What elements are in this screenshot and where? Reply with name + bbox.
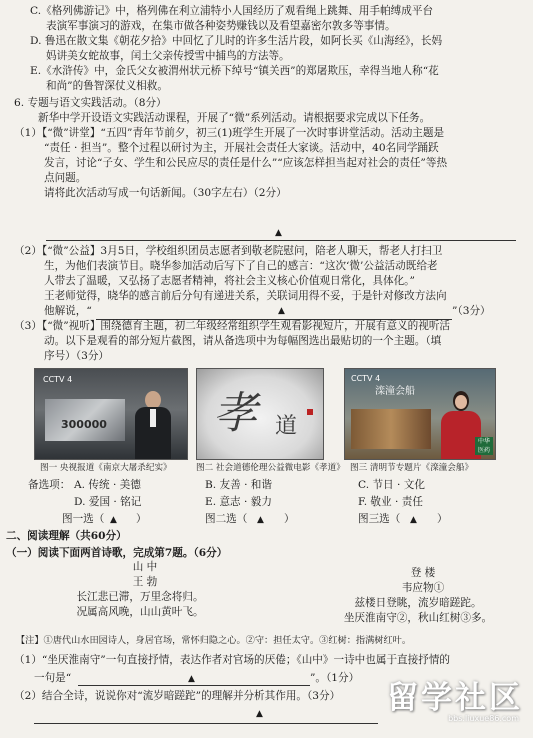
q6-part3 [14, 319, 521, 364]
figure-2-select-end: ） [284, 513, 295, 525]
calligraphy-char-xiao: 孝 [213, 388, 257, 439]
option-b: B. 友善 · 和谐 [205, 479, 272, 491]
poem-2-line-2: 坐厌淮南守②，秋山红树③多。 [343, 612, 493, 625]
answer-line-1[interactable] [46, 240, 516, 241]
answer-marker-1: ▲ [275, 228, 282, 238]
figure-2-select-label: 图二选（ [205, 513, 248, 525]
option-e: E. 意志 · 毅力 [205, 496, 272, 508]
site-watermark [373, 676, 523, 724]
answer-marker-3: ▲ [188, 674, 195, 684]
option-d: D. 爱国 · 铭记 [74, 496, 142, 508]
q5-option-d-line2: 妈讲美女蛇故事，闰土父亲传授雪中捕鸟的方法等。 [46, 50, 290, 63]
figure-3-select-blank[interactable]: ▲ [410, 515, 417, 525]
q6-part1-line4: 点问题。 [44, 172, 87, 185]
figure-2-calligraphy-still [196, 368, 324, 460]
option-c: C. 节日 · 文化 [358, 479, 425, 491]
q5-option-e-line2: 和尚”的鲁智深仗义相救。 [46, 80, 168, 93]
figure-3-select-label: 图三选（ [358, 513, 401, 525]
q6-part2-score: ”（3分） [452, 305, 491, 317]
q5-options [14, 4, 521, 94]
section-2-title: 二、阅读理解（共60分） [6, 530, 127, 542]
poem-1-title: 山 中 [132, 561, 158, 573]
section-2-subtitle: （一）阅读下面两首诗歌，完成第7题。（6分） [6, 547, 228, 559]
cctv-logo: CCTV 4 [43, 375, 73, 384]
q6-part2-prompt: 他解说，“ [44, 305, 92, 317]
memorial-number: 300000 [61, 418, 107, 431]
figure-1-caption: 图一 央视报道《南京大屠杀纪实》 [40, 463, 172, 473]
figure-1-select-end: ） [136, 513, 147, 525]
q6-part1-line2: “责任 · 担当”。整个过程以研讨为主，开展社会责任大家谈。活动中，40名同学踊跃 [44, 142, 439, 155]
watermark-url: bbs.liuxue86.com [448, 713, 519, 723]
q6-part2-line1: （2）【“微”公益】3月5日，学校组织团员志愿者到敬老院慰问，陪老人聊天，帮老人打扫卫 [14, 245, 443, 257]
figure-3-festival-screenshot [344, 368, 496, 460]
figure-1-select-label: 图一选（ [62, 513, 105, 525]
poem-denglou [318, 566, 518, 626]
figure-1-news-screenshot [34, 368, 188, 460]
q7-part2-line1: （2）结合全诗，说说你对“流岁暗蹉跎”的理解并分析其作用。（3分） [14, 690, 341, 702]
option-f: F. 敬业 · 责任 [358, 496, 423, 508]
answer-marker-2: ▲ [278, 306, 285, 316]
q5-option-d-line1: D. 鲁迅在散文集《朝花夕拾》中回忆了儿时的许多生活片段，如阿长买《山海经》，长妈 [30, 35, 443, 48]
cctv-logo-2: CCTV 4 [351, 374, 381, 383]
figure-3-select-end: ） [437, 513, 448, 525]
q6-title: 6. 专题与语文实践活动。（8分） [14, 97, 167, 109]
answer-line-4[interactable] [34, 723, 378, 724]
q6-part3-line2: 动。以下是观看的部分短片截图，请从备选项中为每幅图选出最贴切的一个主题。（填 [44, 335, 442, 348]
answer-marker-4: ▲ [256, 709, 263, 719]
q6-part2-line2: 生，为他们表演节目。晓华参加活动后写下了自己的感言：“这次‘微’公益活动既给老 [44, 260, 438, 273]
seal-mark [307, 409, 313, 415]
calligraphy-char-dao: 道 [275, 414, 298, 439]
q5-option-c-line2: 表演军事演习的游戏，在集市做各种姿势赚钱以及看望嘉密尔敦多等事情。 [46, 20, 396, 33]
poem-annotation: 【注】①唐代山水田园诗人，身居官场，常怀归隐之心。②守：担任太守。③红树：指满树红叶。 [16, 635, 412, 646]
q7-part1-line1: （1）“坐厌淮南守”一句直接抒情，表达作者对官场的厌倦；《山中》一诗中也属于直接抒情的 [14, 654, 451, 666]
watermark-brand: 留学社区 [387, 680, 523, 716]
poem-2-title: 登 楼 [410, 567, 436, 579]
poem-1-line-1: 长江悲已滞，万里念将归。 [76, 591, 204, 604]
q6-block [14, 96, 521, 201]
q6-part1-line3: 发言，讨论“子女、学生和公民应尽的责任是什么”“应该怎样担当起对社会的责任”等热 [44, 157, 448, 170]
figure-1-select-blank[interactable]: ▲ [110, 515, 117, 525]
q7-part1-blank-end: ”。（1分） [310, 672, 360, 684]
poem-shanzhong [40, 560, 240, 620]
figure-2-select-blank[interactable]: ▲ [257, 515, 264, 525]
program-title: 滦潼会船 [375, 386, 415, 397]
option-a: A. 传统 · 美德 [74, 479, 141, 491]
q6-part1-line1: （1）【“微”讲堂】“五四”青年节前夕，初三(1)班学生开展了一次时事讲堂活动。活动主题是 [14, 127, 445, 140]
q6-intro: 新华中学开设语文实践活动课程，开展了“微”系列活动。请根据要求完成以下任务。 [38, 112, 431, 125]
q5-option-c-line1: C.《格列佛游记》中，格列佛在利立浦特小人国经历了观看绳上跳舞、用手帕缚成平台 [30, 5, 434, 17]
q6-part2 [14, 244, 521, 304]
festival-boats-image [351, 409, 431, 449]
poem-2-author: 韦应物① [401, 582, 445, 595]
q6-part2-line4: 王老师觉得，晓华的感言前后分句有递进关系，关联词用得不妥，于是针对修改方法向 [44, 290, 447, 303]
figure-2-caption: 图二 社会道德伦理公益微电影《孝道》 [196, 463, 345, 473]
q6-part1-task: 请将此次活动写成一句话新闻。（30字左右）（2分） [44, 187, 287, 200]
q6-part3-line3: 序号）（3分） [44, 350, 110, 363]
poem-1-line-2: 况属高风晚，山山黄叶飞。 [76, 606, 204, 619]
q6-part2-line3: 人带去了温暖，又弘扬了志愿者精神，将社会主义核心价值观日常化，具体化。” [44, 275, 415, 288]
poem-1-author: 王 勃 [132, 576, 158, 589]
q5-option-e-line1: E.《水浒传》中，金氏父女被渭州状元桥下绰号“镇关西”的郑屠欺压，幸得当地人称“花 [30, 65, 439, 78]
q6-part3-line1: （3）【“微”视听】围绕德育主题，初二年级经常组织学生观看影视短片，开展有意义的视听活 [14, 320, 451, 332]
q7-part1-blank-start: 一句是“ [34, 672, 72, 684]
options-label: 备选项： [28, 479, 71, 491]
corner-station-tag: 中华 医药 [475, 437, 493, 455]
figure-3-caption: 图三 清明节专题片《滦潼会船》 [350, 463, 474, 473]
news-anchor-figure [135, 391, 171, 459]
poem-2-line-1: 兹楼日登眺，流岁暗蹉跎。 [354, 597, 482, 610]
